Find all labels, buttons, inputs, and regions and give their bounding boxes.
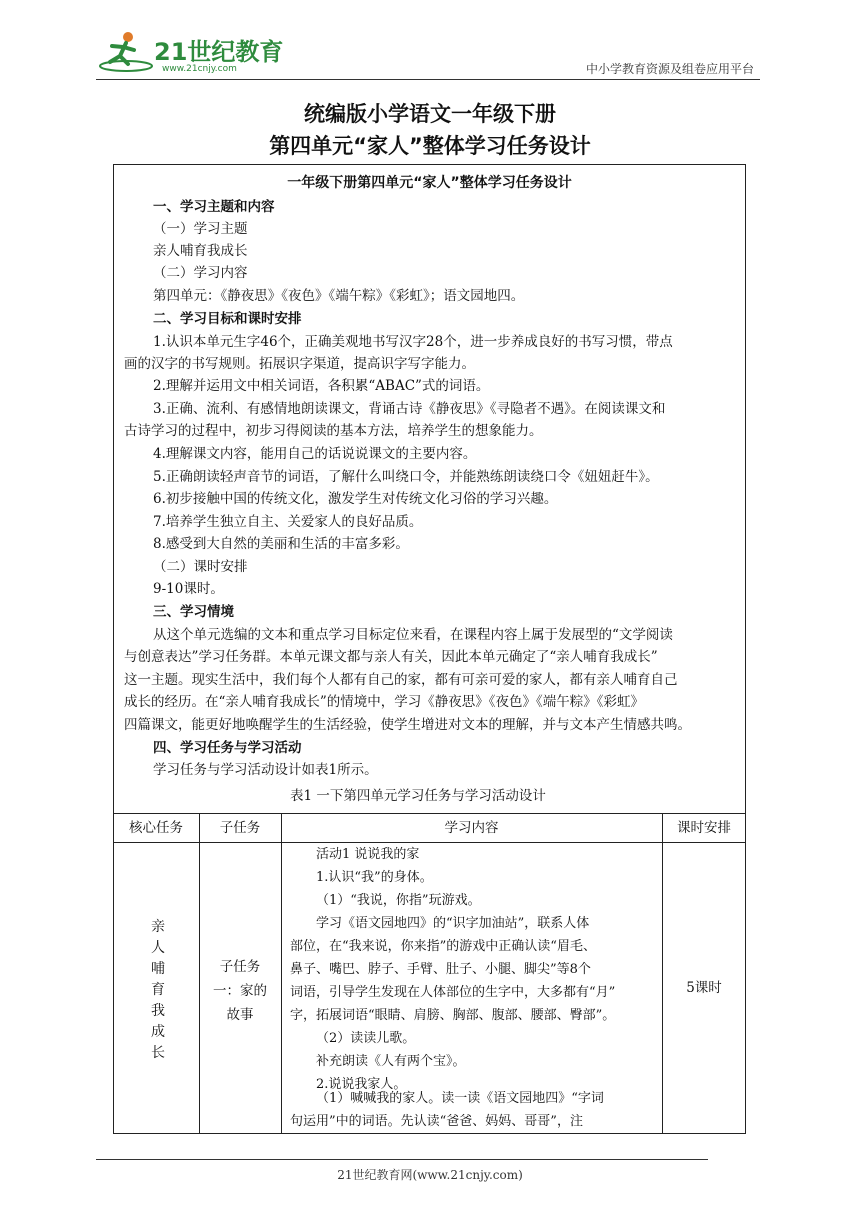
subheading: （二）学习内容 [153,265,248,281]
table-column-divider [662,814,663,1134]
paragraph-line: 5.正确朗读轻声音节的词语，了解什么叫绕口令，并能熟练朗读绕口令《妞妞赶牛》。 [153,469,659,485]
subtask-line: 子任务 [219,959,261,975]
table-header-content: 学习内容 [444,820,499,836]
paragraph-line: 1.认识本单元生字46个，正确美观地书写汉字28个，进一步养成良好的书写习惯，带点 [153,334,673,350]
paragraph-line: 8.感受到大自然的美丽和生活的丰富多彩。 [153,536,409,552]
content-line: 部位，在“我来说，你来指”的游戏中正确认读“眉毛、 [290,939,596,954]
paragraph-line: 亲人哺育我成长 [153,243,248,259]
paragraph-line: 第四单元：《静夜思》《夜色》《端午粽》《彩虹》；语文园地四。 [153,288,525,304]
section-heading: 三、学习情境 [153,604,234,620]
footer-divider [96,1159,708,1160]
footer-text[interactable]: 21世纪教育网(www.21cnjy.com) [337,1168,523,1182]
header-divider [96,79,760,80]
hours-cell: 5课时 [686,980,722,996]
table-header-hours: 课时安排 [677,820,731,836]
content-line: 鼻子、嘴巴、脖子、手臂、肚子、小腿、脚尖”等8个 [290,962,591,977]
paragraph-line: 学习任务与学习活动设计如表1所示。 [153,762,378,778]
section-heading: 二、学习目标和课时安排 [153,311,302,327]
logo-text: 21世纪教育 [154,38,284,66]
content-line: （2）读读儿歌。 [316,1031,416,1046]
paragraph-line: 7.培养学生独立自主、关爱家人的良好品质。 [153,514,423,530]
document-title-line1: 统编版小学语文一年级下册 [304,102,556,126]
subheading: （二）课时安排 [153,559,248,575]
section-heading: 一、学习主题和内容 [153,199,275,215]
paragraph-line: 这一主题。现实生活中，我们每个人都有自己的家，都有可亲可爱的家人，都有亲人哺育自己 [124,672,678,688]
table-header-subtask: 子任务 [219,820,261,836]
paragraph-line: 画的汉字的书写规则。拓展识字渠道，提高识字写字能力。 [124,356,475,372]
content-line: 2.说说我家人。 [316,1077,407,1092]
paragraph-line: 3.正确、流利、有感情地朗读课文，背诵古诗《静夜思》《寻隐者不遇》。在阅读课文和 [153,401,666,417]
subheading: （一）学习主题 [153,221,248,237]
subtask-cell [199,955,281,1027]
table-header-core-task: 核心任务 [129,820,183,836]
paragraph-line: 2.理解并运用文中相关词语，各积累“ABAC”式的词语。 [153,378,490,394]
core-task-char: 哺 [151,961,165,977]
subtask-line: 故事 [226,1007,254,1023]
section-heading: 四、学习任务与学习活动 [153,740,302,756]
paragraph-line: 古诗学习的过程中，初步习得阅读的基本方法，培养学生的想象能力。 [124,423,543,439]
content-line: （1）“我说，你指”玩游戏。 [316,893,481,908]
content-line: 补充朗读《人有两个宝》。 [316,1054,466,1069]
content-line: 活动1 说说我的家 [316,847,420,862]
table-column-divider [281,814,282,1134]
content-line: 字，拓展词语“眼睛、肩膀、胸部、腹部、腰部、臀部”。 [290,1008,616,1023]
paragraph-line: 四篇课文，能更好地唤醒学生的生活经验，使学生增进对文本的理解，并与文本产生情感共鸣。 [124,717,691,733]
platform-name: 中小学教育资源及组卷应用平台 [585,62,754,76]
document-title-line2: 第四单元“家人”整体学习任务设计 [269,134,591,158]
subtask-line: 一：家的 [213,983,267,999]
runner-logo-icon [96,30,154,74]
content-line: 1.认识“我”的身体。 [316,870,433,885]
paragraph-line: 4.理解课文内容，能用自己的话说说课文的主要内容。 [153,446,477,462]
paragraph-line: 成长的经历。在“亲人哺育我成长”的情境中，学习《静夜思》《夜色》《端午粽》《彩虹》 [124,694,645,710]
core-task-char: 育 [151,982,165,998]
core-task-char: 人 [151,940,165,956]
site-logo[interactable] [96,30,336,78]
content-line: 词语，引导学生发现在人体部位的生字中，大多都有“月” [290,985,616,1000]
core-task-char: 长 [151,1045,165,1061]
content-line: 句运用”中的词语。先认读“爸爸、妈妈、哥哥”，注 [290,1114,583,1129]
paragraph-line: 6.初步接触中国的传统文化，激发学生对传统文化习俗的学习兴趣。 [153,491,558,507]
table-caption: 表1 一下第四单元学习任务与学习活动设计 [290,788,546,804]
core-task-char: 成 [151,1024,165,1040]
paragraph-line: 从这个单元选编的文本和重点学习目标定位来看，在课程内容上属于发展型的“文学阅读 [153,627,673,643]
page-header [96,30,760,80]
inner-title: 一年级下册第四单元“家人”整体学习任务设计 [287,175,572,191]
paragraph-line: 与创意表达”学习任务群。本单元课文都与亲人有关，因此本单元确定了“亲人哺育我成长” [124,649,658,665]
core-task-char: 亲 [151,919,165,935]
logo-url: www.21cnjy.com [162,64,237,74]
paragraph-line: 9-10课时。 [153,581,224,597]
core-task-cell [140,917,176,1064]
content-line: （1）喊喊我的家人。读一读《语文园地四》“字词 [316,1091,604,1106]
content-line: 学习《语文园地四》的“识字加油站”，联系人体 [316,916,590,931]
core-task-char: 我 [151,1003,165,1019]
